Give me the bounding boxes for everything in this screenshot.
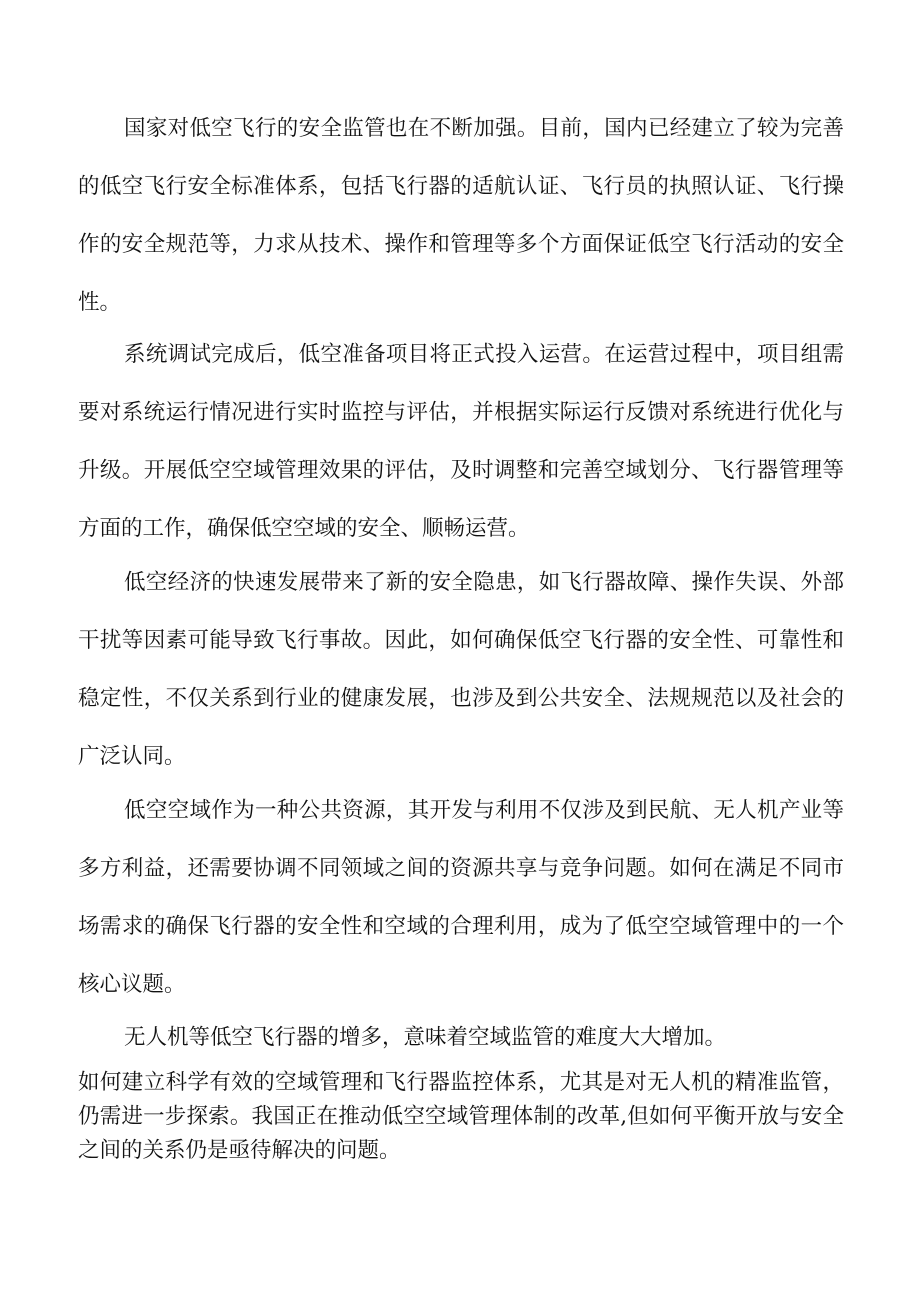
paragraph-safety-risks: 低空经济的快速发展带来了新的安全隐患，如飞行器故障、操作失误、外部干扰等因素可能导致飞行事故。因此，如何确保低空飞行器的安全性、可靠性和稳定性，不仅关系到行业的健康发展，也涉及到公共安全、法规规范以及社会的广泛认同。 [78, 570, 844, 769]
paragraph-public-resource: 低空空域作为一种公共资源，其开发与利用不仅涉及到民航、无人机产业等多方利益，还需要协调不同领域之间的资源共享与竞争问题。如何在满足不同市场需求的确保飞行器的安全性和空域的合理利用，成为了低空空域管理中的一个核心议题。 [78, 798, 844, 997]
paragraph-airspace-safety-regulation: 国家对低空飞行的安全监管也在不断加强。目前，国内已经建立了较为完善的低空飞行安全标准体系，包括飞行器的适航认证、飞行员的执照认证、飞行操作的安全规范等，力求从技术、操作和管理等多个方面保证低空飞行活动的安全性。 [78, 116, 844, 315]
paragraph-system-operation: 系统调试完成后，低空准备项目将正式投入运营。在运营过程中，项目组需要对系统运行情况进行实时监控与评估，并根据实际运行反馈对系统进行优化与升级。开展低空空域管理效果的评估，及时调整和完善空域划分、飞行器管理等方面的工作，确保低空空域的安全、顺畅运营。 [78, 342, 844, 541]
paragraph-drone-increase: 无人机等低空飞行器的增多，意味着空域监管的难度大大增加。 [124, 1025, 727, 1050]
paragraph-management-reform: 如何建立科学有效的空域管理和飞行器监控体系，尤其是对无人机的精准监管，仍需进一步探索。我国正在推动低空空域管理体制的改革,但如何平衡开放与安全之间的关系仍是亟待解决的问题。 [78, 1070, 844, 1163]
